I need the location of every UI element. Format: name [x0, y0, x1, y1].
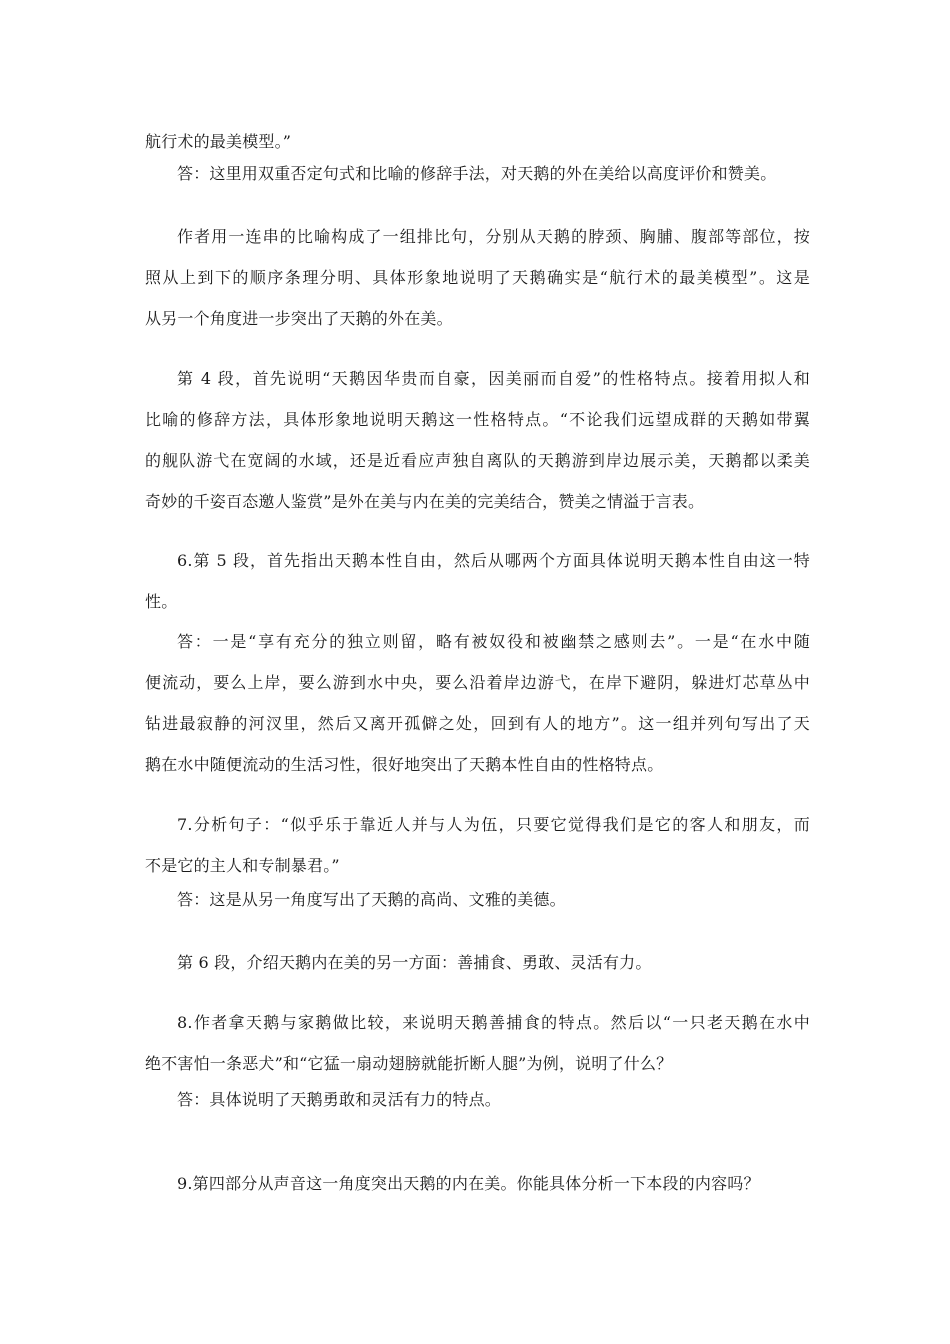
answer-line: 答：这是从另一角度写出了天鹅的高尚、文雅的美德。: [177, 890, 566, 909]
text-line: 照从上到下的顺序条理分明、具体形象地说明了天鹅确实是“航行术的最美模型”。这是: [145, 268, 810, 287]
answer-line: 钻进最寂静的河汊里，然后又离开孤僻之处，回到有人的地方”。这一组并列句写出了天: [145, 714, 810, 733]
answer-line: 便流动，要么上岸，要么游到水中央，要么沿着岸边游弋，在岸下避阴，躲进灯芯草丛中: [145, 673, 810, 692]
text-line: 第 6 段，介绍天鹅内在美的另一方面：善捕食、勇敢、灵活有力。: [177, 953, 652, 972]
question-line: 7.分析句子：“似乎乐于靠近人并与人为伍，只要它觉得我们是它的客人和朋友，而: [177, 815, 810, 834]
text-line: 奇妙的千姿百态邀人鉴赏”是外在美与内在美的完美结合，赞美之情溢于言表。: [145, 492, 705, 511]
answer-line: 鹅在水中随便流动的生活习性，很好地突出了天鹅本性自由的性格特点。: [145, 755, 664, 774]
text-line: 航行术的最美模型。”: [145, 132, 292, 151]
text-line: 比喻的修辞方法，具体形象地说明天鹅这一性格特点。“不论我们远望成群的天鹅如带翼: [145, 410, 810, 429]
question-line: 9.第四部分从声音这一角度突出天鹅的内在美。你能具体分析一下本段的内容吗？: [177, 1174, 760, 1193]
question-line: 8.作者拿天鹅与家鹅做比较，来说明天鹅善捕食的特点。然后以“一只老天鹅在水中: [177, 1013, 810, 1032]
answer-line: 答：这里用双重否定句式和比喻的修辞手法，对天鹅的外在美给以高度评价和赞美。: [177, 164, 777, 183]
question-line: 绝不害怕一条恶犬”和“它猛一扇动翅膀就能折断人腿”为例，说明了什么？: [145, 1054, 673, 1073]
question-line: 不是它的主人和专制暴君。”: [145, 856, 340, 875]
question-line: 6.第 5 段，首先指出天鹅本性自由，然后从哪两个方面具体说明天鹅本性自由这一特: [177, 551, 810, 570]
text-line: 作者用一连串的比喻构成了一组排比句，分别从天鹅的脖颈、胸脯、腹部等部位，按: [177, 227, 810, 246]
text-line: 第 4 段，首先说明“天鹅因华贵而自豪，因美丽而自爱”的性格特点。接着用拟人和: [177, 369, 810, 388]
text-line: 从另一个角度进一步突出了天鹅的外在美。: [145, 309, 453, 328]
answer-line: 答：一是“享有充分的独立则留，略有被奴役和被幽禁之感则去”。一是“在水中随: [177, 632, 810, 651]
text-line: 的舰队游弋在宽阔的水域，还是近看应声独自离队的天鹅游到岸边展示美，天鹅都以柔美: [145, 451, 810, 470]
answer-line: 答：具体说明了天鹅勇敢和灵活有力的特点。: [177, 1090, 502, 1109]
question-line: 性。: [145, 592, 178, 611]
